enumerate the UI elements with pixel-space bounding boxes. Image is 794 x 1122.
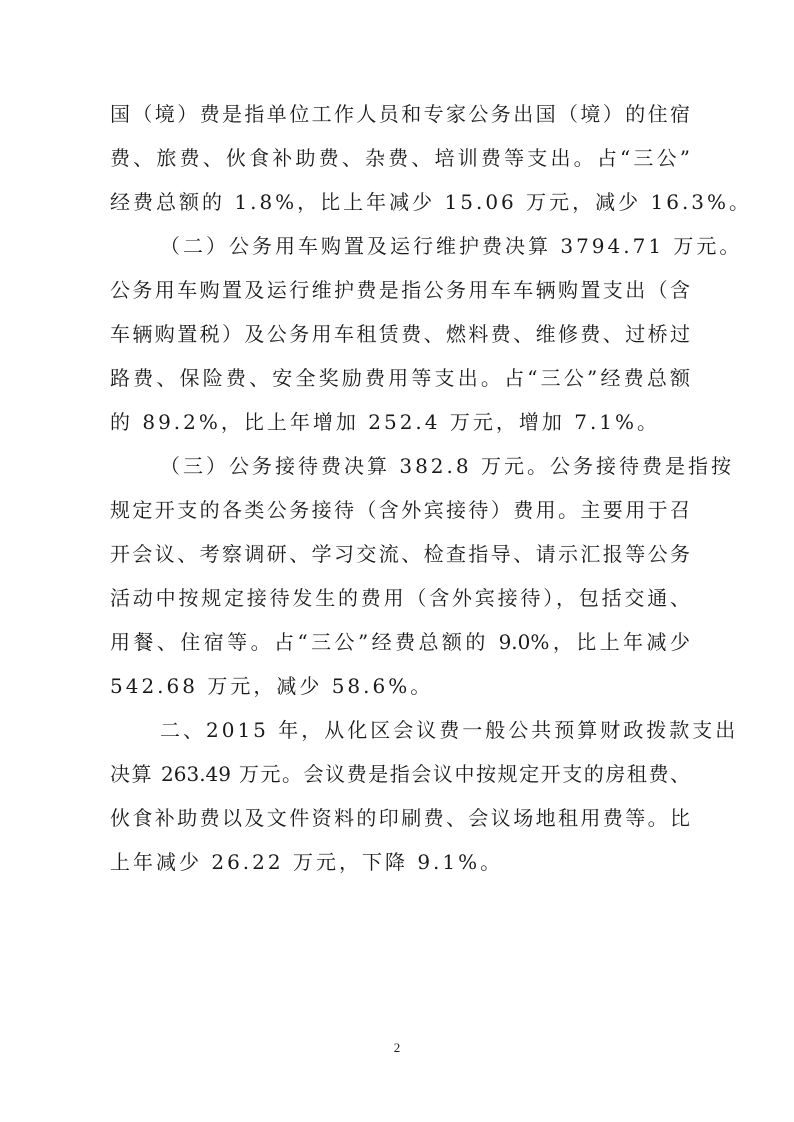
text-line-12: 活动中按规定接待发生的费用（含外宾接待），包括交通、	[110, 586, 690, 610]
text-line-14: 542.68 万元，减少 58.6%。	[110, 674, 434, 698]
text-line-10: 规定开支的各类公务接待（含外宾接待）费用。主要用于召	[110, 498, 690, 522]
section-2-heading-line: 二、2015 年，从化区会议费一般公共预算财政拨款支出	[160, 718, 739, 742]
text-line-16: 决算 263.49 万元。会议费是指会议中按规定开支的房租费、	[110, 762, 690, 786]
text-line-17: 伙食补助费以及文件资料的印刷费、会议场地租用费等。比	[110, 806, 690, 830]
text-line-18: 上年减少 26.22 万元，下降 9.1%。	[110, 850, 504, 874]
text-line-6: 车辆购置税）及公务用车租赁费、燃料费、维修费、过桥过	[110, 322, 690, 346]
text-line-5: 公务用车购置及运行维护费是指公务用车车辆购置支出（含	[110, 278, 690, 302]
page-number: 2	[393, 1040, 401, 1055]
text-line-2: 费、旅费、伙食补助费、杂费、培训费等支出。占“三公”	[110, 146, 690, 170]
text-line-3: 经费总额的 1.8%，比上年减少 15.06 万元，减少 16.3%。	[110, 190, 753, 214]
text-line-7: 路费、保险费、安全奖励费用等支出。占“三公”经费总额	[110, 366, 690, 390]
text-line-1: 国（境）费是指单位工作人员和专家公务出国（境）的住宿	[110, 102, 690, 126]
document-body	[110, 92, 753, 884]
paragraph-2-heading-line: （二）公务用车购置及运行维护费决算 3794.71 万元。	[160, 234, 743, 258]
text-line-13: 用餐、住宿等。占“三公”经费总额的 9.0%，比上年减少	[110, 630, 690, 654]
text-line-11: 开会议、考察调研、学习交流、检查指导、请示汇报等公务	[110, 542, 690, 566]
text-line-8: 的 89.2%，比上年增加 252.4 万元，增加 7.1%。	[110, 410, 661, 434]
paragraph-3-heading-line: （三）公务接待费决算 382.8 万元。公务接待费是指按	[160, 454, 734, 478]
